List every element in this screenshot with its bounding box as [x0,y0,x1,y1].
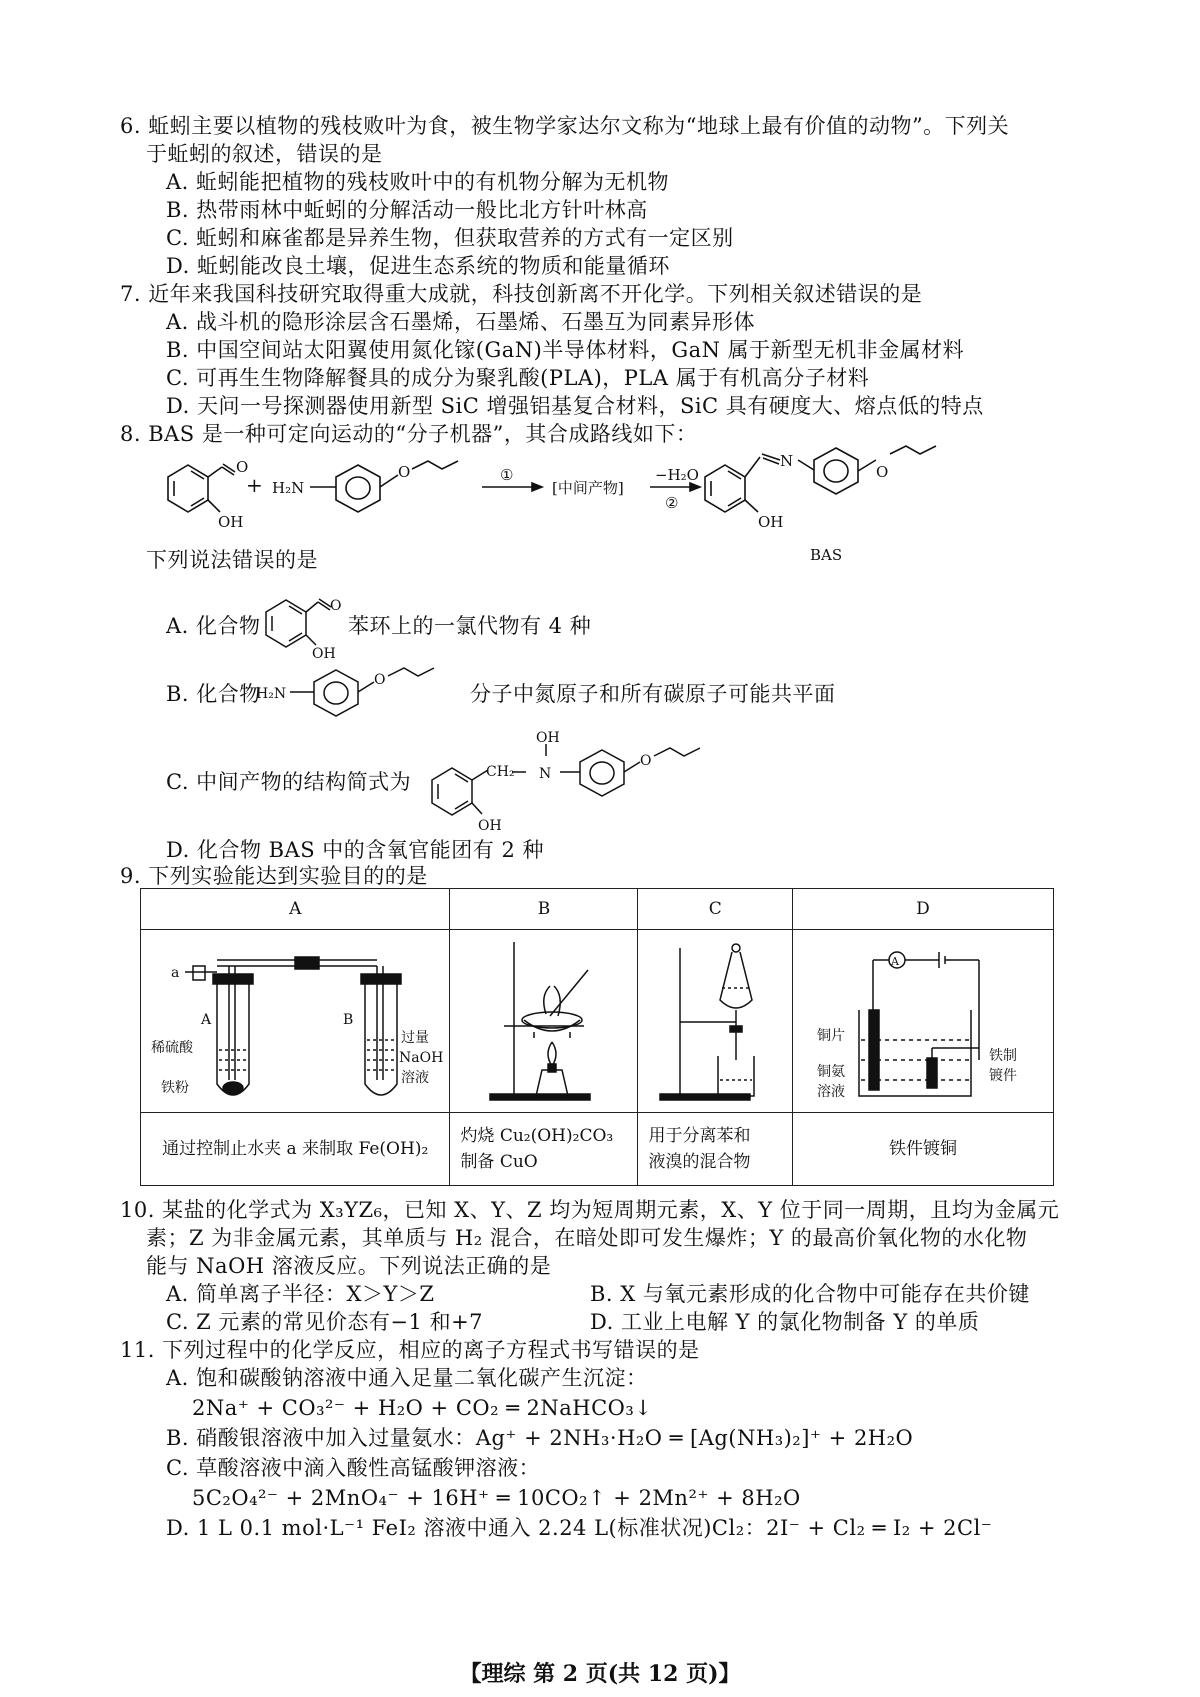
scheme-h2n: H₂N [272,479,305,497]
q6-option-b: B. 热带雨林中蚯蚓的分解活动一般比北方针叶林高 [166,198,648,222]
option-c-oh: OH [478,818,502,834]
q11-option-c: C. 草酸溶液中滴入酸性高锰酸钾溶液： [166,1456,541,1480]
scheme-ether-o-2: O [876,463,889,481]
option-a-oh: OH [312,646,336,660]
q11-stem: 11. 下列过程中的化学反应，相应的离子方程式书写错误的是 [120,1338,700,1362]
q9-caption-b-line2: 制备 CuO [460,1151,538,1172]
apparatus-d-iron-part-2: 镀件 [989,1068,1017,1085]
q9-figure-c [638,930,793,1113]
apparatus-a-drawing [145,930,445,1106]
q9-header-row [141,889,1054,930]
apparatus-a-solution: 溶液 [401,1070,430,1087]
scheme-imine-n: N [780,452,794,470]
apparatus-d-drawing [793,930,1053,1106]
q8-option-b-pre: B. 化合物 [166,682,261,706]
q8-option-a-post: 苯环上的一氯代物有 4 种 [348,614,592,638]
q8-prompt: 下列说法错误的是 [146,548,318,572]
q7-option-b: B. 中国空间站太阳翼使用氮化镓(GaN)半导体材料，GaN 属于新型无机非金属材料 [166,338,965,362]
q9-header-d: D [793,889,1054,930]
scheme-oh-1: OH [218,513,244,531]
apparatus-a-tube-a: A [201,1012,212,1029]
q6-stem-line1: 6. 蚯蚓主要以植物的残枝败叶为食，被生物学家达尔文称为“地球上最有价值的动物”。下列关 [120,114,1010,138]
option-c-n: N [539,766,552,782]
q7-option-a: A. 战斗机的隐形涂层含石墨烯，石墨烯、石墨互为同素异形体 [166,310,756,334]
scheme-step-1: ① [500,466,514,484]
q8-option-c-structure [424,728,724,836]
q6-option-a: A. 蚯蚓能把植物的残枝败叶中的有机物分解为无机物 [166,170,670,194]
q9-stem: 9. 下列实验能达到实验目的的是 [120,864,428,888]
option-c-ch2: CH₂ [486,764,515,780]
q10-option-c: C. Z 元素的常见价态有−1 和+7 [166,1310,484,1334]
q7-option-c: C. 可再生生物降解餐具的成分为聚乳酸(PLA)，PLA 属于有机高分子材料 [166,366,870,390]
q6-option-d: D. 蚯蚓能改良土壤，促进生态系统的物质和能量循环 [166,254,670,278]
q8-option-a-structure [258,590,358,660]
q9-header-a: A [141,889,450,930]
apparatus-a-tube-b: B [343,1012,354,1029]
q8-stem: 8. BAS 是一种可定向运动的“分子机器”，其合成路线如下： [120,422,698,446]
q6-stem-line2: 于蚯蚓的叙述，错误的是 [146,142,383,166]
scheme-aldehyde-o: O [236,458,249,476]
q9-figure-a [141,930,450,1113]
q9-experiment-table [140,888,1054,1186]
q9-figure-b [450,930,638,1113]
q10-option-d: D. 工业上电解 Y 的氯化物制备 Y 的单质 [590,1310,980,1334]
scheme-step-2: ② [665,494,679,512]
page-footer: 【理综 第 2 页(共 12 页)】 [459,1661,741,1687]
apparatus-a-naoh: NaOH [399,1050,444,1067]
apparatus-d-ammeter: A [891,955,899,969]
q8-option-b-structure [256,660,466,720]
q9-figure-d [793,930,1054,1113]
option-b-o: O [374,672,386,688]
apparatus-a-acid: 稀硫酸 [151,1040,194,1057]
option-a-o: O [330,598,342,614]
q8-option-b-post: 分子中氮原子和所有碳原子可能共平面 [470,682,836,706]
q9-header-c: C [638,889,793,930]
q10-stem-line2: 素；Z 为非金属元素，其单质与 H₂ 混合，在暗处即可发生爆炸；Y 的最高价氧化物的水化物 [146,1226,1028,1250]
apparatus-a-iron: 铁粉 [161,1080,190,1097]
scheme-plus: + [246,473,263,497]
q9-caption-b [450,1112,638,1185]
apparatus-d-copper-sheet: 铜片 [817,1028,845,1045]
apparatus-a-excess: 过量 [401,1030,430,1047]
q9-caption-a: 通过控制止水夹 a 来制取 Fe(OH)₂ [141,1112,450,1185]
apparatus-d-copper-ammonia-1: 铜氨 [817,1064,845,1081]
option-c-oh-top: OH [536,730,560,746]
apparatus-b-drawing [454,930,634,1106]
apparatus-c-drawing [640,930,790,1106]
q11-option-a: A. 饱和碳酸钠溶液中通入足量二氧化碳产生沉淀： [166,1366,648,1390]
option-c-o: O [640,753,652,769]
q9-caption-c [638,1112,793,1185]
q10-stem-line1: 10. 某盐的化学式为 X₃YZ₆，已知 X、Y、Z 均为短周期元素，X、Y 位于同一周期，且均为金属元 [120,1198,1060,1222]
scheme-intermediate: [中间产物] [552,479,624,497]
apparatus-a-clip-label: a [171,965,180,982]
scheme-water-loss: −H₂O [655,466,699,484]
apparatus-d-copper-ammonia-2: 溶液 [817,1084,845,1101]
q11-option-d: D. 1 L 0.1 mol·L⁻¹ FeI₂ 溶液中通入 2.24 L(标准状况)Cl₂：2I⁻ + Cl₂ ═ I₂ + 2Cl⁻ [166,1516,993,1540]
option-b-h2n: H₂N [256,686,287,702]
q11-option-b: B. 硝酸银溶液中加入过量氨水：Ag⁺ + 2NH₃·H₂O ═ [Ag(NH₃)₂]⁺ + 2H₂O [166,1426,914,1450]
scheme-bas-label: BAS [810,546,843,564]
q11-option-a-equation: 2Na⁺ + CO₃²⁻ + H₂O + CO₂ ═ 2NaHCO₃↓ [192,1396,653,1420]
q8-option-d: D. 化合物 BAS 中的含氧官能团有 2 种 [166,838,544,862]
q9-figure-row [141,930,1054,1113]
q11-option-c-equation: 5C₂O₄²⁻ + 2MnO₄⁻ + 16H⁺ ═ 10CO₂↑ + 2Mn²⁺ + 8H₂O [192,1486,801,1510]
q10-option-a: A. 简单离子半径：X＞Y＞Z [166,1282,435,1306]
q10-stem-line3: 能与 NaOH 溶液反应。下列说法正确的是 [146,1254,552,1278]
q9-caption-b-line1: 灼烧 Cu₂(OH)₂CO₃ [460,1125,614,1146]
q8-option-c-pre: C. 中间产物的结构简式为 [166,770,412,794]
q10-option-b: B. X 与氧元素形成的化合物中可能存在共价键 [590,1282,1030,1306]
q9-caption-d: 铁件镀铜 [793,1112,1054,1185]
q9-caption-c-line2: 液溴的混合物 [648,1151,751,1172]
q7-stem: 7. 近年来我国科技研究取得重大成就，科技创新离不开化学。下列相关叙述错误的是 [120,282,923,306]
q9-caption-c-line1: 用于分离苯和 [648,1125,751,1146]
apparatus-d-iron-part-1: 铁制 [989,1048,1017,1065]
scheme-oh-2: OH [758,513,784,531]
q8-option-a-pre: A. 化合物 [166,614,261,638]
q6-option-c: C. 蚯蚓和麻雀都是异养生物，但获取营养的方式有一定区别 [166,226,734,250]
q7-option-d: D. 天问一号探测器使用新型 SiC 增强铝基复合材料，SiC 具有硬度大、熔点低的特点 [166,394,984,418]
q9-caption-row [141,1112,1054,1185]
scheme-ether-o-1: O [398,463,411,481]
q9-header-b: B [450,889,638,930]
